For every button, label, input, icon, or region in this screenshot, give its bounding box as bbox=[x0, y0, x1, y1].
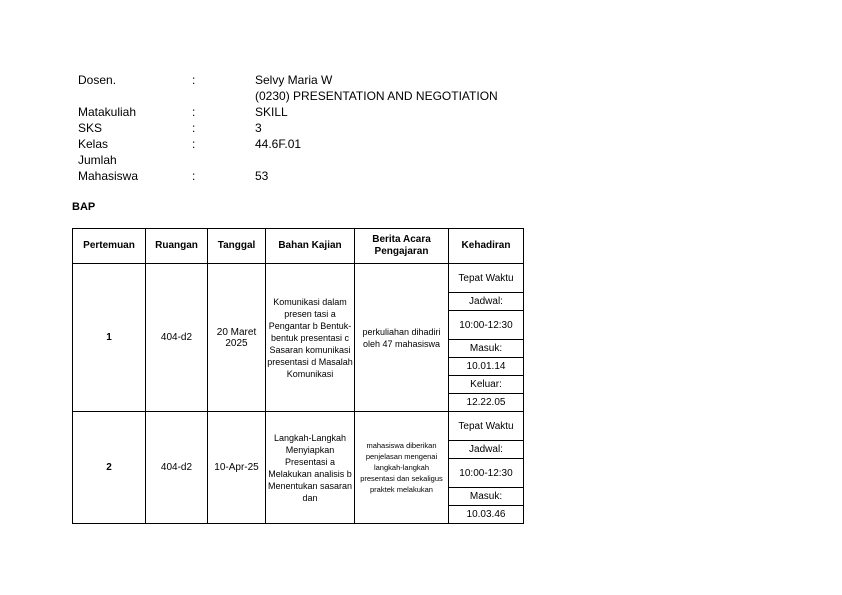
table-header-row bbox=[73, 229, 524, 264]
info-colon: : bbox=[192, 105, 196, 119]
header-bahan-kajian: Bahan Kajian bbox=[266, 229, 355, 264]
cell-kehadiran: 10:00-12:30 bbox=[449, 459, 524, 488]
cell-tanggal: 20 Maret 2025 bbox=[208, 264, 266, 412]
header-berita-acara: Berita Acara Pengajaran bbox=[355, 229, 449, 264]
info-value: 3 bbox=[255, 121, 262, 135]
cell-ruangan: 404-d2 bbox=[146, 412, 208, 524]
cell-kehadiran: Jadwal: bbox=[449, 293, 524, 311]
bap-table bbox=[72, 228, 524, 524]
info-value: SKILL bbox=[255, 105, 288, 119]
info-colon: : bbox=[192, 73, 196, 87]
cell-bahan-kajian: Komunikasi dalam presen tasi a Pengantar b Bentuk-bentuk presentasi c Sasaran komunikasi presentasi d Masalah Komunikasi bbox=[266, 264, 355, 412]
cell-kehadiran: Tepat Waktu bbox=[449, 264, 524, 293]
cell-kehadiran: Keluar: bbox=[449, 376, 524, 394]
header-pertemuan: Pertemuan bbox=[73, 229, 146, 264]
info-label: Mahasiswa bbox=[78, 169, 139, 183]
cell-kehadiran: Tepat Waktu bbox=[449, 412, 524, 441]
cell-kehadiran: 10:00-12:30 bbox=[449, 311, 524, 340]
cell-berita-acara: mahasiswa diberikan penjelasan mengenai langkah-langkah presentasi dan sekaligus praktek melakukan bbox=[355, 412, 449, 524]
cell-kehadiran: 10.01.14 bbox=[449, 358, 524, 376]
cell-kehadiran: 10.03.46 bbox=[449, 506, 524, 524]
table-row bbox=[73, 412, 524, 441]
info-label: Kelas bbox=[78, 137, 109, 151]
info-colon: : bbox=[192, 121, 196, 135]
info-label: Jumlah bbox=[78, 153, 117, 167]
cell-ruangan: 404-d2 bbox=[146, 264, 208, 412]
table-row bbox=[73, 264, 524, 293]
info-colon: : bbox=[192, 169, 196, 183]
cell-kehadiran: 12.22.05 bbox=[449, 394, 524, 412]
cell-pertemuan: 2 bbox=[73, 412, 146, 524]
info-value: 44.6F.01 bbox=[255, 137, 302, 151]
info-value: Selvy Maria W bbox=[255, 73, 333, 87]
header-tanggal: Tanggal bbox=[208, 229, 266, 264]
cell-kehadiran: Masuk: bbox=[449, 488, 524, 506]
info-label: Matakuliah bbox=[78, 105, 137, 119]
info-label: Dosen. bbox=[78, 73, 117, 87]
cell-tanggal: 10-Apr-25 bbox=[208, 412, 266, 524]
cell-pertemuan: 1 bbox=[73, 264, 146, 412]
info-label: SKS bbox=[78, 121, 103, 135]
cell-berita-acara: perkuliahan dihadiri oleh 47 mahasiswa bbox=[355, 264, 449, 412]
cell-bahan-kajian: Langkah-Langkah Menyiapkan Presentasi a Melakukan analisis b Menentukan sasaran dan bbox=[266, 412, 355, 524]
info-colon: : bbox=[192, 137, 196, 151]
header-ruangan: Ruangan bbox=[146, 229, 208, 264]
info-value: 53 bbox=[255, 169, 269, 183]
bap-heading: BAP bbox=[72, 201, 96, 213]
cell-kehadiran: Masuk: bbox=[449, 340, 524, 358]
header-kehadiran: Kehadiran bbox=[449, 229, 524, 264]
cell-kehadiran: Jadwal: bbox=[449, 441, 524, 459]
info-value: (0230) PRESENTATION AND NEGOTIATION bbox=[255, 89, 498, 103]
